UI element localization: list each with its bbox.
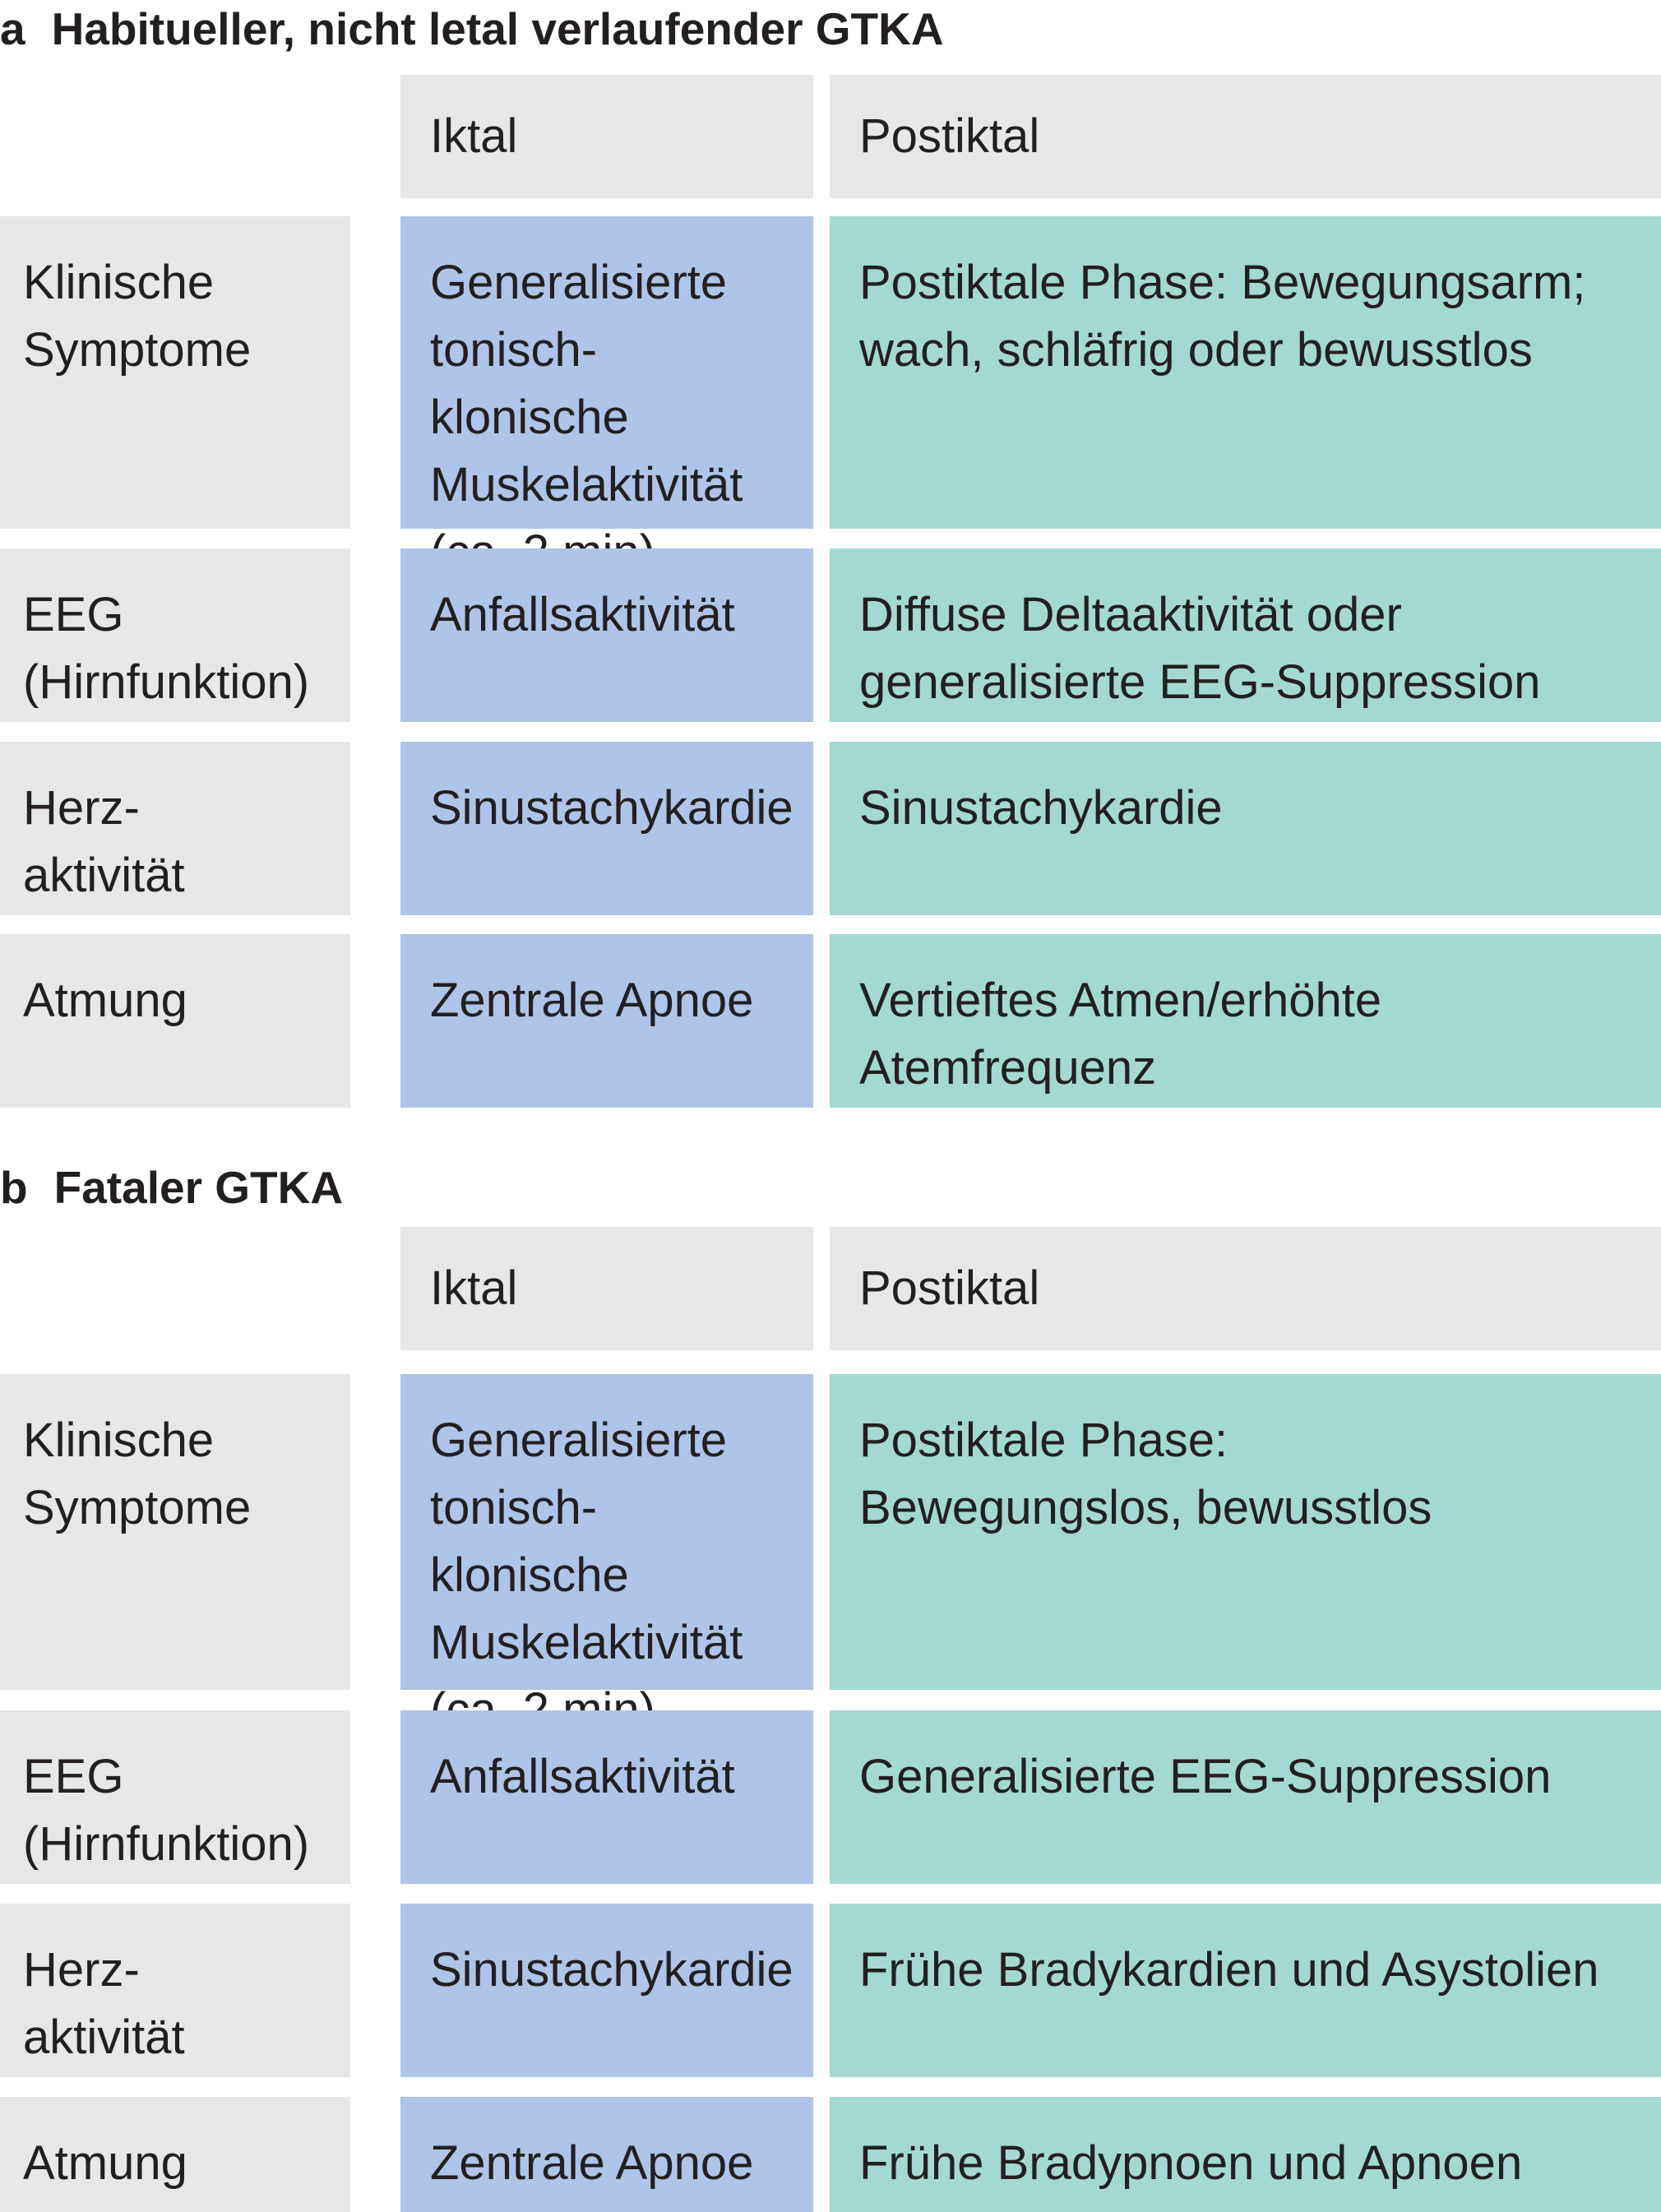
section-b-row-label: Herz- aktivität <box>0 1904 350 2077</box>
section-a-row-postictal: Postiktale Phase: Bewegungsarm; wach, schläfrig oder bewusstlos <box>830 216 1661 529</box>
section-a-row-postictal: Vertieftes Atmen/erhöhte Atemfrequenz <box>830 934 1661 1108</box>
section-a-row-postictal: Diffuse Deltaaktivität oder generalisierte EEG-Suppression <box>830 548 1661 722</box>
section-a-row-label: EEG (Hirnfunktion) <box>0 548 350 722</box>
section-b-heading: Fataler GTKA <box>53 1162 344 1213</box>
section-b-row-ictal: Generalisierte tonisch-klonische Muskelaktivität <box>400 1374 813 1690</box>
section-b-row-postictal: Postiktale Phase: Bewegungslos, bewusstlos <box>830 1374 1661 1690</box>
section-a-title <box>0 3 944 54</box>
section-b-row-postictal: Frühe Bradypnoen und Apnoen <box>830 2097 1661 2212</box>
section-a-row-ictal: Sinustachykardie <box>400 742 813 915</box>
section-b-row-label: EEG (Hirnfunktion) <box>0 1710 350 1884</box>
section-a-row-ictal: Zentrale Apnoe <box>400 934 813 1108</box>
section-a-header-ictal: Iktal <box>400 75 813 198</box>
section-b-letter: b <box>0 1162 28 1213</box>
section-a-header-postictal: Postiktal <box>830 75 1661 198</box>
section-b-row-postictal: Generalisierte EEG-Suppression <box>830 1710 1661 1884</box>
section-b-row-ictal: Anfallsaktivität <box>400 1710 813 1884</box>
section-b-row-ictal: Zentrale Apnoe <box>400 2097 813 2212</box>
section-a-row-label: Klinische Symptome <box>0 216 350 529</box>
section-a-row-label: Atmung <box>0 934 350 1108</box>
section-b-title <box>0 1162 344 1213</box>
section-a-row-label: Herz- aktivität <box>0 742 350 915</box>
section-b-header-postictal: Postiktal <box>830 1227 1661 1350</box>
section-b-row-label: Atmung <box>0 2097 350 2212</box>
section-b-row-postictal: Frühe Bradykardien und Asystolien <box>830 1904 1661 2077</box>
section-b-header-ictal: Iktal <box>400 1227 813 1350</box>
section-a-row-ictal: Anfallsaktivität <box>400 548 813 722</box>
section-a-row-ictal: Generalisierte tonisch-klonische Muskelaktivität <box>400 216 813 529</box>
section-a-letter: a <box>0 3 25 54</box>
section-a-row-postictal: Sinustachykardie <box>830 742 1661 915</box>
section-b-row-ictal: Sinustachykardie <box>400 1904 813 2077</box>
section-a-heading: Habitueller, nicht letal verlaufender GTKA <box>51 3 944 54</box>
section-b-row-label: Klinische Symptome <box>0 1374 350 1690</box>
